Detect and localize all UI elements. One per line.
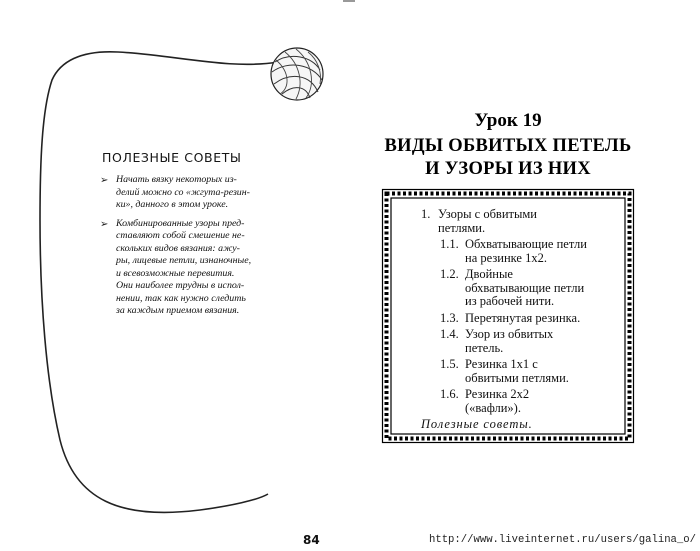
toc-item-text: Резинка 1х1 с обвитыми петлями. [465,357,569,385]
lesson-contents [421,208,631,432]
arrow-bullet-icon: ➢ [100,218,109,230]
tip-text: Комбинированные узоры пред- ставляют собой смешение не- скольких видов вязания: ажу- ры, лицевые петли, изнаночные, и всевозможные перевития. Они наиболее трудны в испол- нении, так как нужно следить за каждым приемом вязания. [116,217,252,316]
toc-item-text: Узор из обвитых петель. [465,327,554,355]
tip-text: Начать вязку некоторых из- делий можно со «жгута-резин- ки», данного в этом уроке. [116,174,250,210]
toc-item-text: Обхватывающие петли на резинке 1х2. [465,237,587,265]
toc-item-number: 1.4. [440,327,459,341]
toc-item [421,208,631,235]
tips-heading: ПОЛЕЗНЫЕ СОВЕТЫ [102,150,242,165]
top-crop-mark [343,0,355,2]
tip-item [100,218,280,318]
toc-item-number: 1.5. [440,357,459,371]
source-url-watermark: http://www.liveinternet.ru/users/galina_o/ [428,534,696,546]
tip-item [100,174,280,212]
toc-item-number: 1.6. [440,387,459,401]
lesson-header [374,110,642,181]
yarn-ball-icon [271,48,323,100]
useful-tips-section [100,150,280,324]
toc-item [440,328,631,355]
toc-item [440,312,631,326]
toc-item-number: 1. [421,207,431,221]
toc-item [440,358,631,385]
toc-footer: Полезные советы. [421,417,533,431]
toc-item [440,238,631,265]
page-number: 84 [303,533,320,547]
toc-item-text: Резинка 2х2 («вафли»). [465,387,530,415]
tips-list [100,174,280,318]
toc-item-number: 1.1. [440,237,459,251]
lesson-title: ВИДЫ ОБВИТЫХ ПЕТЕЛЬ И УЗОРЫ ИЗ НИХ [384,136,632,179]
lesson-number: Урок 19 [474,110,542,131]
arrow-bullet-icon: ➢ [100,175,109,186]
toc-item-number: 1.3. [440,310,459,325]
toc-item [440,268,631,309]
toc-item [440,388,631,415]
toc-item-text: Двойные обхватывающие петли из рабочей нити. [465,267,585,308]
toc-item-text: Перетянутая резинка. [465,310,581,325]
contents-frame [381,188,635,444]
toc-item-number: 1.2. [440,267,459,281]
toc-item-text: Узоры с обвитыми петлями. [438,207,537,235]
